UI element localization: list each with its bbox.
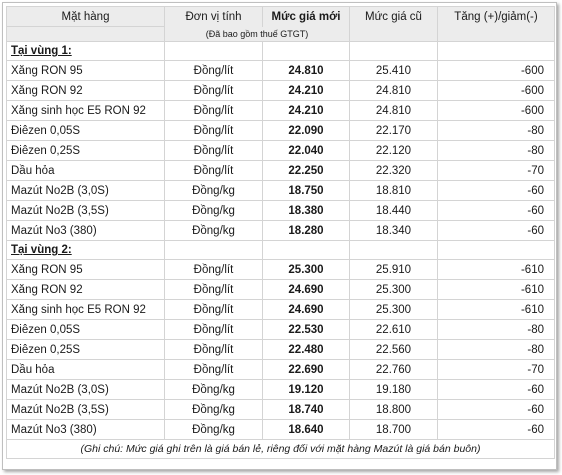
table-row <box>7 260 555 280</box>
new-price-cell: 18.380 <box>263 201 350 221</box>
section-empty-cell <box>350 241 438 260</box>
new-price-cell: 22.690 <box>263 360 350 380</box>
section-title: Tại vùng 1: <box>7 42 165 61</box>
table-row <box>7 201 555 221</box>
product-name: Xăng RON 92 <box>7 280 165 300</box>
unit-cell: Đồng/lít <box>165 300 263 320</box>
section-empty-cell <box>165 42 263 61</box>
product-name: Mazút No3 (380) <box>7 420 165 440</box>
section-empty-cell <box>438 42 555 61</box>
change-cell: -60 <box>438 380 555 400</box>
unit-cell: Đồng/lít <box>165 161 263 181</box>
new-price-cell: 24.810 <box>263 61 350 81</box>
product-name: Điêzen 0,25S <box>7 141 165 161</box>
old-price-cell: 24.810 <box>350 81 438 101</box>
new-price-cell: 18.750 <box>263 181 350 201</box>
header-row <box>7 7 555 27</box>
new-price-cell: 24.690 <box>263 280 350 300</box>
header-item: Mặt hàng <box>7 7 165 27</box>
new-price-cell: 25.300 <box>263 260 350 280</box>
new-price-cell: 22.090 <box>263 121 350 141</box>
product-name: Điêzen 0,05S <box>7 320 165 340</box>
change-cell: -60 <box>438 181 555 201</box>
header-sub-row <box>7 27 555 42</box>
product-name: Xăng RON 95 <box>7 61 165 81</box>
table-row <box>7 121 555 141</box>
unit-cell: Đồng/lít <box>165 360 263 380</box>
old-price-cell: 25.410 <box>350 61 438 81</box>
old-price-cell: 22.560 <box>350 340 438 360</box>
product-name: Điêzen 0,05S <box>7 121 165 141</box>
change-cell: -60 <box>438 201 555 221</box>
unit-cell: Đồng/kg <box>165 400 263 420</box>
change-cell: -600 <box>438 101 555 121</box>
footnote: (Ghi chú: Mức giá ghi trên là giá bán lẻ, riêng đối với mặt hàng Mazút là giá bán buôn) <box>7 440 555 459</box>
change-cell: -60 <box>438 221 555 241</box>
table-row <box>7 181 555 201</box>
header-change: Tăng (+)/giảm(-) <box>438 7 555 27</box>
old-price-cell: 24.810 <box>350 101 438 121</box>
table-row <box>7 360 555 380</box>
product-name: Mazút No2B (3,0S) <box>7 380 165 400</box>
unit-cell: Đồng/lít <box>165 320 263 340</box>
new-price-cell: 24.690 <box>263 300 350 320</box>
tax-note: (Đã bao gồm thuế GTGT) <box>165 27 350 42</box>
header-sub-empty <box>7 27 165 42</box>
section-row <box>7 241 555 260</box>
table-row <box>7 161 555 181</box>
new-price-cell: 22.480 <box>263 340 350 360</box>
section-empty-cell <box>350 42 438 61</box>
change-cell: -610 <box>438 300 555 320</box>
product-name: Mazút No2B (3,5S) <box>7 400 165 420</box>
header-new-price: Mức giá mới <box>263 7 350 27</box>
old-price-cell: 22.120 <box>350 141 438 161</box>
section-empty-cell <box>438 241 555 260</box>
change-cell: -600 <box>438 81 555 101</box>
unit-cell: Đồng/kg <box>165 221 263 241</box>
unit-cell: Đồng/lít <box>165 141 263 161</box>
old-price-cell: 25.300 <box>350 280 438 300</box>
table-row <box>7 380 555 400</box>
header-old-price: Mức giá cũ <box>350 7 438 27</box>
change-cell: -80 <box>438 141 555 161</box>
old-price-cell: 22.610 <box>350 320 438 340</box>
unit-cell: Đồng/kg <box>165 420 263 440</box>
product-name: Mazút No2B (3,5S) <box>7 201 165 221</box>
table-row <box>7 320 555 340</box>
unit-cell: Đồng/kg <box>165 201 263 221</box>
new-price-cell: 24.210 <box>263 101 350 121</box>
table-row <box>7 280 555 300</box>
new-price-cell: 22.040 <box>263 141 350 161</box>
product-name: Xăng RON 95 <box>7 260 165 280</box>
change-cell: -600 <box>438 61 555 81</box>
old-price-cell: 18.800 <box>350 400 438 420</box>
product-name: Dầu hỏa <box>7 360 165 380</box>
new-price-cell: 18.740 <box>263 400 350 420</box>
table-row <box>7 340 555 360</box>
header-unit: Đơn vị tính <box>165 7 263 27</box>
new-price-cell: 19.120 <box>263 380 350 400</box>
old-price-cell: 22.320 <box>350 161 438 181</box>
table-row <box>7 300 555 320</box>
table-row <box>7 101 555 121</box>
old-price-cell: 25.910 <box>350 260 438 280</box>
change-cell: -60 <box>438 400 555 420</box>
product-name: Điêzen 0,25S <box>7 340 165 360</box>
old-price-cell: 18.440 <box>350 201 438 221</box>
change-cell: -610 <box>438 280 555 300</box>
table-row <box>7 141 555 161</box>
product-name: Mazút No2B (3,0S) <box>7 181 165 201</box>
product-name: Xăng RON 92 <box>7 81 165 101</box>
unit-cell: Đồng/lít <box>165 61 263 81</box>
table-row <box>7 61 555 81</box>
new-price-cell: 24.210 <box>263 81 350 101</box>
new-price-cell: 18.640 <box>263 420 350 440</box>
change-cell: -80 <box>438 340 555 360</box>
unit-cell: Đồng/kg <box>165 380 263 400</box>
product-name: Mazút No3 (380) <box>7 221 165 241</box>
product-name: Dầu hỏa <box>7 161 165 181</box>
table-row <box>7 221 555 241</box>
change-cell: -80 <box>438 320 555 340</box>
fuel-price-table <box>6 6 555 459</box>
section-title: Tại vùng 2: <box>7 241 165 260</box>
header-sub-empty <box>438 27 555 42</box>
old-price-cell: 22.760 <box>350 360 438 380</box>
section-empty-cell <box>263 42 350 61</box>
change-cell: -610 <box>438 260 555 280</box>
change-cell: -70 <box>438 360 555 380</box>
change-cell: -80 <box>438 121 555 141</box>
old-price-cell: 18.340 <box>350 221 438 241</box>
unit-cell: Đồng/lít <box>165 121 263 141</box>
old-price-cell: 22.170 <box>350 121 438 141</box>
unit-cell: Đồng/kg <box>165 181 263 201</box>
change-cell: -70 <box>438 161 555 181</box>
old-price-cell: 19.180 <box>350 380 438 400</box>
unit-cell: Đồng/lít <box>165 280 263 300</box>
header-sub-empty <box>350 27 438 42</box>
section-empty-cell <box>165 241 263 260</box>
change-cell: -60 <box>438 420 555 440</box>
section-empty-cell <box>263 241 350 260</box>
price-table-frame <box>2 2 557 470</box>
unit-cell: Đồng/lít <box>165 340 263 360</box>
unit-cell: Đồng/lít <box>165 81 263 101</box>
unit-cell: Đồng/lít <box>165 260 263 280</box>
product-name: Xăng sinh học E5 RON 92 <box>7 101 165 121</box>
unit-cell: Đồng/lít <box>165 101 263 121</box>
new-price-cell: 22.250 <box>263 161 350 181</box>
section-row <box>7 42 555 61</box>
old-price-cell: 18.700 <box>350 420 438 440</box>
table-row <box>7 400 555 420</box>
new-price-cell: 22.530 <box>263 320 350 340</box>
old-price-cell: 25.300 <box>350 300 438 320</box>
footnote-row <box>7 440 555 459</box>
table-row <box>7 81 555 101</box>
new-price-cell: 18.280 <box>263 221 350 241</box>
table-row <box>7 420 555 440</box>
old-price-cell: 18.810 <box>350 181 438 201</box>
product-name: Xăng sinh học E5 RON 92 <box>7 300 165 320</box>
